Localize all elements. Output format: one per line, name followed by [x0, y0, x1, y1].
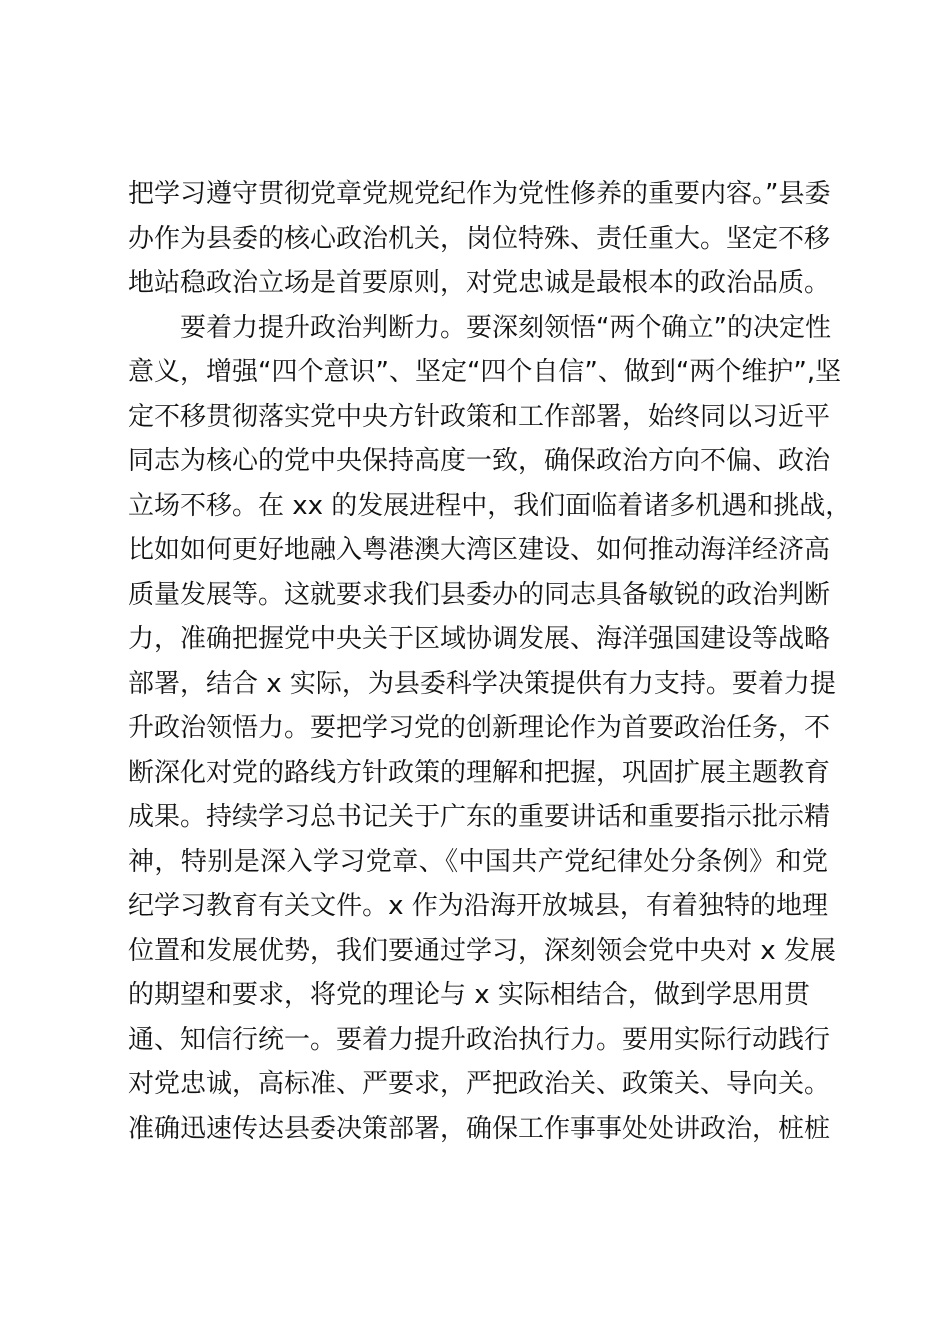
text-line-5: 意义，增强“四个意识”、坚定“四个自信”、做到“两个维护”,坚	[128, 357, 842, 387]
text-line-21: 对党忠诚，高标准、严要求，严把政治关、政策关、导向关。	[128, 1069, 831, 1099]
text-line-1: 把学习遵守贯彻党章党规党纪作为党性修养的重要内容。”县委	[128, 179, 831, 209]
text-line-14: 断深化对党的路线方针政策的理解和把握，巩固扩展主题教育	[128, 757, 831, 788]
text-line-8: 立场不移。在 xx 的发展进程中，我们面临着诸多机遇和挑战，	[128, 490, 852, 521]
text-line-19: 的期望和要求，将党的理论与 x 实际相结合，做到学思用贯	[128, 980, 810, 1010]
text-line-13: 升政治领悟力。要把学习党的创新理论作为首要政治任务，不	[128, 713, 831, 743]
text-line-4: 要着力提升政治判断力。要深刻领悟“两个确立”的决定性	[180, 312, 831, 343]
text-line-3: 地站稳政治立场是首要原则，对党忠诚是最根本的政治品质。	[128, 268, 831, 298]
text-line-16: 神，特别是深入学习党章、《中国共产党纪律处分条例》和党	[128, 846, 828, 877]
text-line-2: 办作为县委的核心政治机关，岗位特殊、责任重大。坚定不移	[128, 223, 831, 254]
text-line-11: 力，准确把握党中央关于区域协调发展、海洋强国建设等战略	[128, 624, 831, 654]
text-line-17: 纪学习教育有关文件。x 作为沿海开放城县，有着独特的地理	[128, 891, 828, 921]
text-line-10: 质量发展等。这就要求我们县委办的同志具备敏锐的政治判断	[128, 579, 831, 610]
text-line-12: 部署，结合 x 实际，为县委科学决策提供有力支持。要着力提	[128, 668, 836, 699]
body-text	[128, 172, 852, 1151]
text-line-20: 通、知信行统一。要着力提升政治执行力。要用实际行动践行	[128, 1024, 831, 1055]
text-line-9: 比如如何更好地融入粤港澳大湾区建设、如何推动海洋经济高	[128, 535, 831, 565]
text-line-15: 成果。持续学习总书记关于广东的重要讲话和重要指示批示精	[128, 802, 831, 832]
text-line-7: 同志为核心的党中央保持高度一致，确保政治方向不偏、政治	[128, 446, 831, 476]
text-line-22: 准确迅速传达县委决策部署，确保工作事事处处讲政治，桩桩	[128, 1113, 831, 1144]
text-line-18: 位置和发展优势，我们要通过学习，深刻领会党中央对 x 发展	[128, 935, 836, 966]
text-line-6: 定不移贯彻落实党中央方针政策和工作部署，始终同以习近平	[128, 401, 831, 432]
